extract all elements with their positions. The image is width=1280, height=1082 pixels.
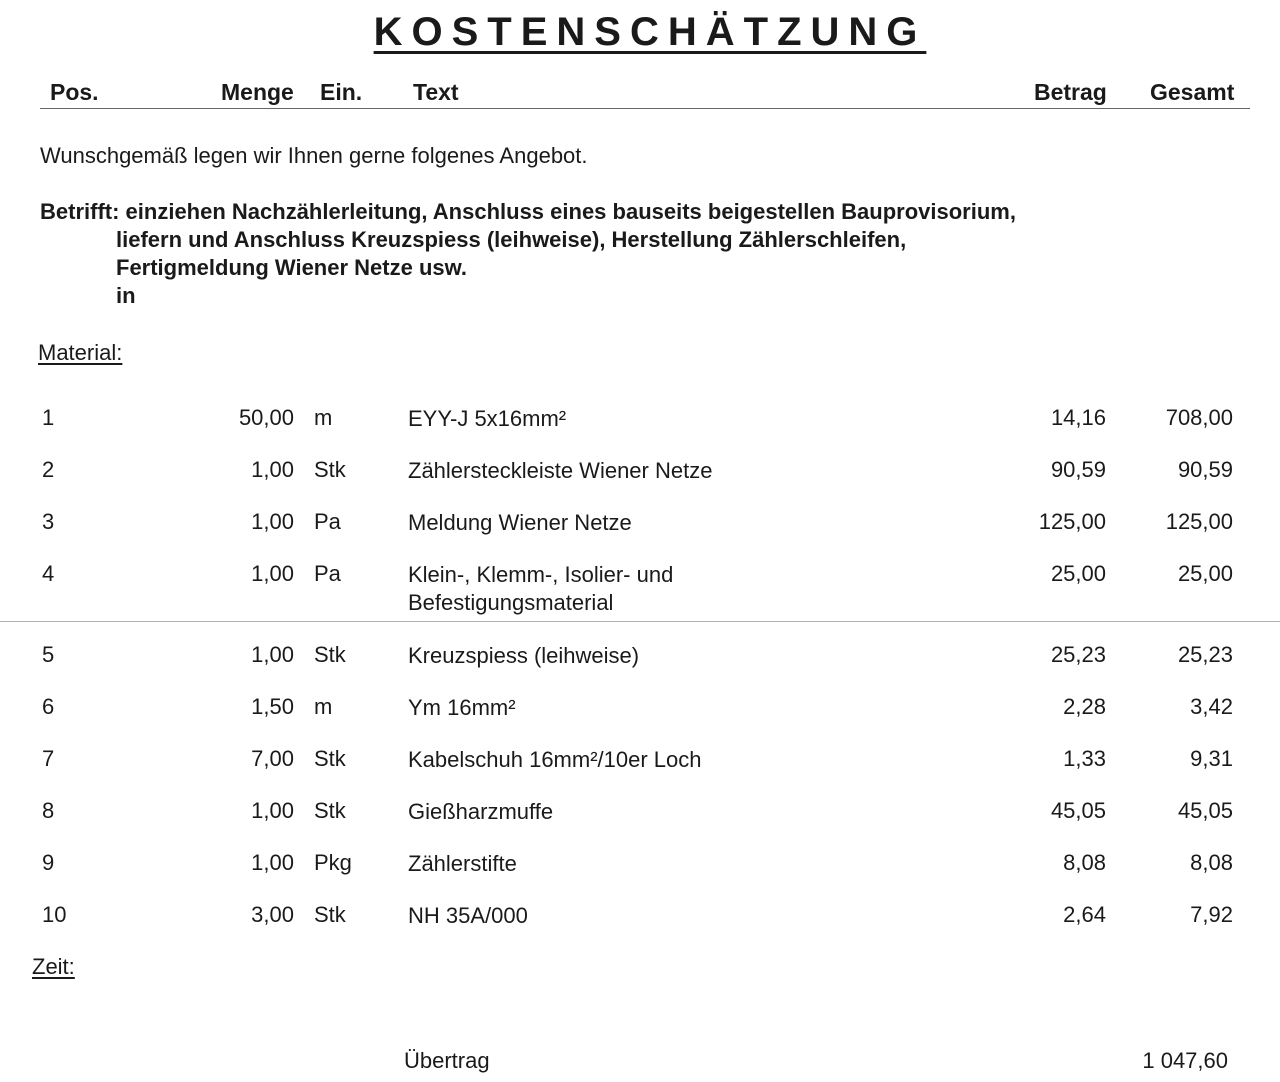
quantity-cell: 1,00 — [251, 850, 294, 875]
position-cell: 2 — [42, 457, 55, 482]
position-cell: 5 — [42, 642, 55, 667]
quantity-cell: 1,00 — [251, 561, 294, 586]
header-betrag: Betrag — [1034, 79, 1107, 105]
quantity-cell: 1,00 — [251, 642, 294, 667]
total-cell: 125,00 — [1165, 509, 1233, 534]
header-einheit: Ein. — [320, 79, 363, 105]
table-row — [0, 850, 1280, 900]
table-row — [0, 902, 1280, 952]
subject-line: in — [116, 283, 136, 308]
carry-over-label: Übertrag — [404, 1048, 490, 1073]
quantity-cell: 1,50 — [251, 694, 294, 719]
unit-cell: Pa — [314, 561, 341, 586]
header-text: Text — [413, 79, 459, 105]
total-cell: 9,31 — [1190, 746, 1233, 771]
table-row — [0, 457, 1280, 507]
description-cell: Zählerstifte — [408, 851, 517, 876]
unit-cell: m — [314, 694, 333, 719]
unit-cell: Stk — [314, 642, 346, 667]
table-row — [0, 694, 1280, 744]
total-cell: 25,00 — [1177, 561, 1233, 586]
total-cell: 708,00 — [1165, 405, 1233, 430]
table-row — [0, 798, 1280, 848]
subject-line: Betrifft: einziehen Nachzählerleitung, Anschluss eines bauseits beigestellen Bauprovisorium, — [40, 199, 1016, 224]
position-cell: 10 — [42, 902, 67, 927]
position-cell: 4 — [42, 561, 55, 586]
table-row — [0, 746, 1280, 796]
table-row — [0, 561, 1280, 615]
position-cell: 6 — [42, 694, 55, 719]
total-cell: 90,59 — [1177, 457, 1233, 482]
description-cell: Ym 16mm² — [408, 695, 516, 720]
table-row — [0, 405, 1280, 455]
header-divider — [40, 108, 1250, 109]
unit-cell: Stk — [314, 746, 346, 771]
description-cell — [408, 561, 673, 617]
material-heading: Material: — [38, 340, 123, 365]
unit-price-cell: 25,23 — [1050, 642, 1106, 667]
unit-price-cell: 8,08 — [1063, 850, 1106, 875]
position-cell: 1 — [42, 405, 55, 430]
total-cell: 45,05 — [1177, 798, 1233, 823]
subject-line: Fertigmeldung Wiener Netze usw. — [116, 255, 468, 280]
description-cell: EYY-J 5x16mm² — [408, 406, 567, 431]
description-cell: NH 35A/000 — [408, 903, 528, 928]
intro-text: Wunschgemäß legen wir Ihnen gerne folgenes Angebot. — [40, 143, 588, 168]
unit-price-cell: 90,59 — [1050, 457, 1106, 482]
quantity-cell: 1,00 — [251, 457, 294, 482]
document-title: KOSTENSCHÄTZUNG — [373, 10, 927, 54]
unit-cell: Pkg — [314, 850, 352, 875]
total-cell: 3,42 — [1190, 694, 1233, 719]
description-cell: Kreuzspiess (leihweise) — [408, 643, 640, 668]
unit-cell: Pa — [314, 509, 341, 534]
position-cell: 7 — [42, 746, 55, 771]
carry-over-value: 1 047,60 — [1142, 1048, 1228, 1073]
unit-price-cell: 125,00 — [1038, 509, 1106, 534]
quantity-cell: 50,00 — [238, 405, 294, 430]
unit-cell: Stk — [314, 457, 346, 482]
quantity-cell: 7,00 — [251, 746, 294, 771]
header-gesamt: Gesamt — [1150, 79, 1235, 105]
position-cell: 3 — [42, 509, 55, 534]
description-cell: Kabelschuh 16mm²/10er Loch — [408, 747, 702, 772]
description-cell: Gießharzmuffe — [408, 799, 554, 824]
unit-cell: Stk — [314, 798, 346, 823]
table-row — [0, 509, 1280, 559]
unit-price-cell: 1,33 — [1063, 746, 1106, 771]
page-break-line — [0, 621, 1280, 622]
header-menge: Menge — [221, 79, 294, 105]
quantity-cell: 1,00 — [251, 509, 294, 534]
unit-price-cell: 14,16 — [1050, 405, 1106, 430]
total-cell: 7,92 — [1190, 902, 1233, 927]
zeit-heading: Zeit: — [32, 954, 75, 979]
quantity-cell: 3,00 — [251, 902, 294, 927]
description-cell: Meldung Wiener Netze — [408, 510, 632, 535]
unit-price-cell: 2,28 — [1063, 694, 1106, 719]
position-cell: 8 — [42, 798, 55, 823]
subject-block — [40, 198, 1016, 310]
total-cell: 8,08 — [1190, 850, 1233, 875]
description-cell: Zählersteckleiste Wiener Netze — [408, 458, 713, 483]
unit-price-cell: 25,00 — [1050, 561, 1106, 586]
total-cell: 25,23 — [1177, 642, 1233, 667]
unit-price-cell: 2,64 — [1063, 902, 1106, 927]
position-cell: 9 — [42, 850, 55, 875]
header-pos: Pos. — [50, 79, 99, 105]
description-line: Klein-, Klemm-, Isolier- und — [408, 562, 674, 587]
quantity-cell: 1,00 — [251, 798, 294, 823]
unit-cell: m — [314, 405, 333, 430]
unit-cell: Stk — [314, 902, 346, 927]
subject-line: liefern und Anschluss Kreuzspiess (leihweise), Herstellung Zählerschleifen, — [116, 227, 907, 252]
description-line: Befestigungsmaterial — [408, 590, 614, 615]
table-row — [0, 642, 1280, 692]
unit-price-cell: 45,05 — [1050, 798, 1106, 823]
